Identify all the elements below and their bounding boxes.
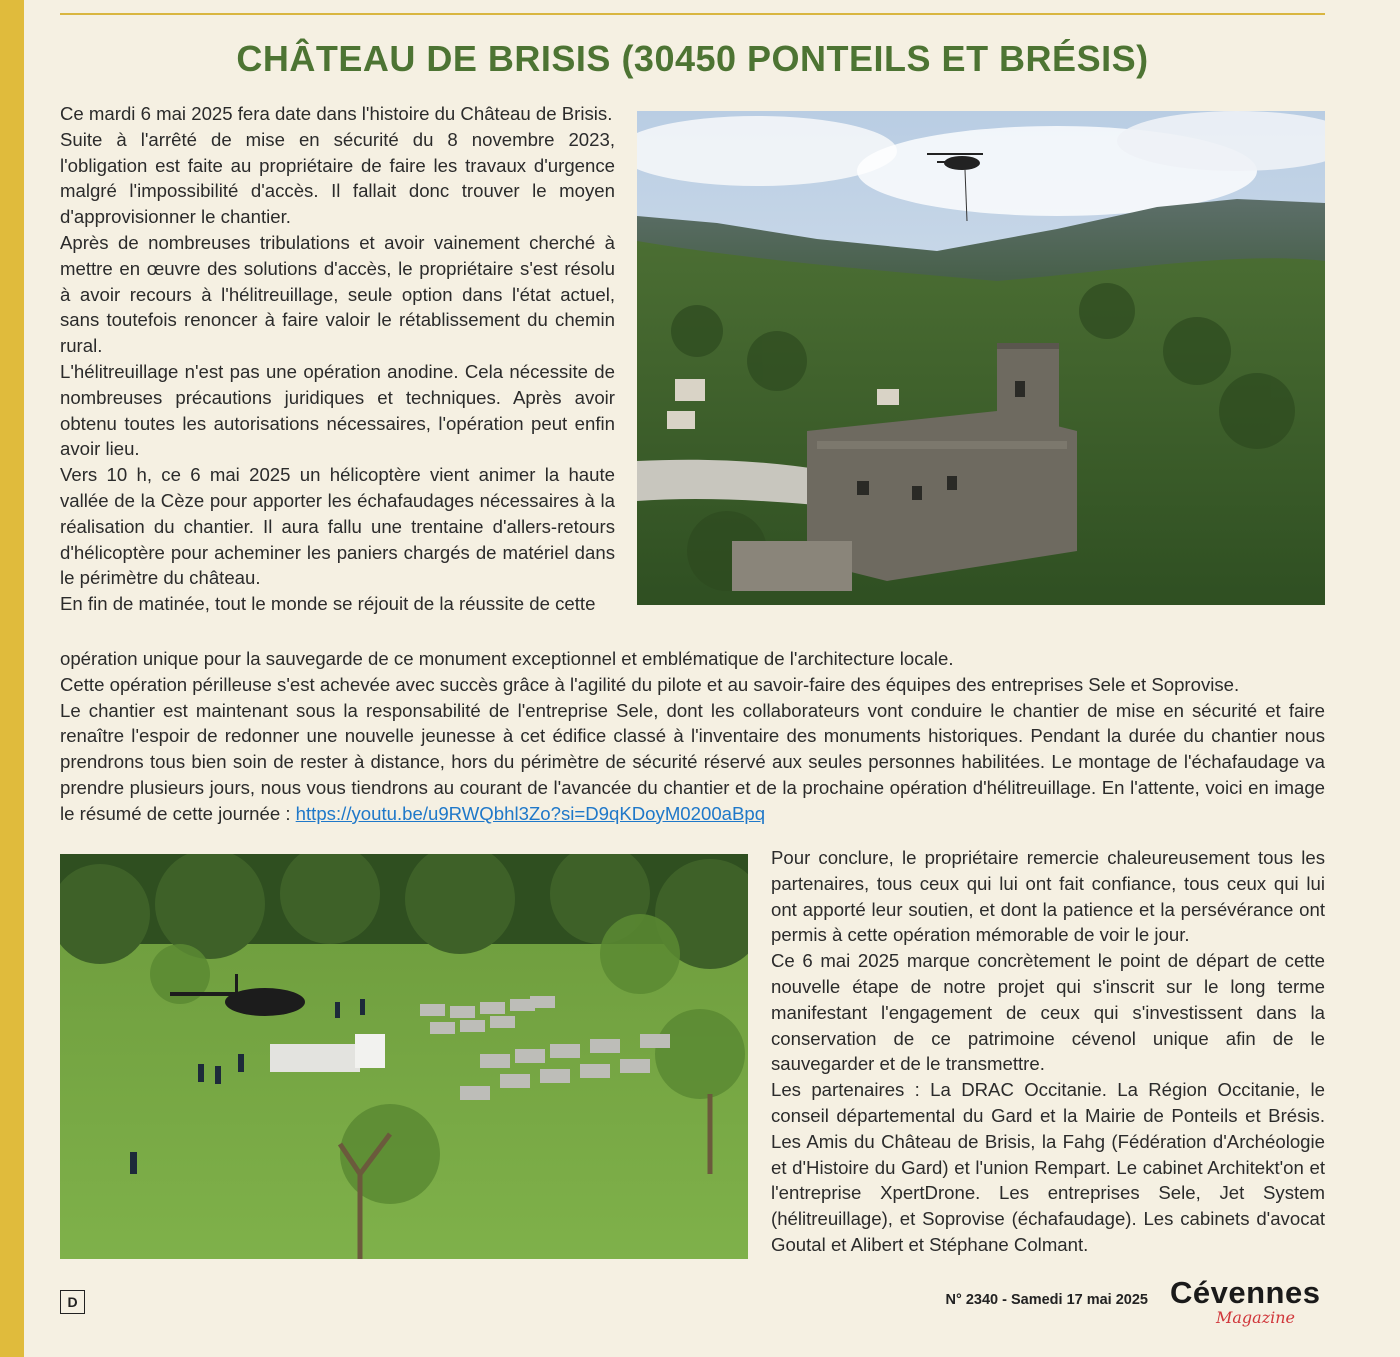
logo-main-text: Cévennes <box>1170 1275 1321 1310</box>
page-letter-mark: D <box>60 1290 85 1314</box>
article-title: CHÂTEAU DE BRISIS (30450 PONTEILS ET BRÉSIS) <box>236 38 1149 79</box>
article-full-width <box>60 646 1325 827</box>
paragraph: En fin de matinée, tout le monde se réjouit de la réussite de cette <box>60 593 596 615</box>
side-accent-bar <box>0 0 24 1357</box>
paragraph <box>60 698 1325 827</box>
paragraph: Ce 6 mai 2025 marque concrètement le point de départ de cette nouvelle étape de notre projet qui s'inscrit sur le long terme manifestant l'engagement de ceux qui s'investissent dans la conservation de ce patrimoine cévenol unique afin de le sauvegarder et de le transmettre. <box>771 950 1325 1075</box>
issue-info: N° 2340 - Samedi 17 mai 2025 <box>945 1292 1148 1308</box>
paragraph: L'hélitreuillage n'est pas une opération anodine. Cela nécessite de nombreuses précautions juridiques et techniques. Après avoir obtenu toutes les autorisations nécessaires, l'opération peut enfin avoir lieu. <box>60 360 615 460</box>
logo-sub-text: Magazine <box>1216 1308 1296 1327</box>
paragraph: Pour conclure, le propriétaire remercie chaleureusement tous les partenaires, tous ceux qui lui ont fait confiance, tous ceux qui lui ont apporté leur soutien, et dont la patience et la persévérance ont permis à cette opération mémorable de voir le jour. <box>771 847 1325 946</box>
top-divider <box>60 13 1325 15</box>
paragraph: Les partenaires : La DRAC Occitanie. La Région Occitanie, le conseil départemental du Gard et la Mairie de Ponteils et Brésis. Les Amis du Château de Brisis, la Fahg (Fédération d'Archéologie et d'Histoire du Gard) et l'union Rempart. Le cabinet Architekt'on et l'entreprise XpertDrone. Les entreprises Sele, Jet System (hélitreuillage), et Soprovise (échafaudage). Les cabinets d'avocat Goutal et Alibert et Stéphane Colmant. <box>771 1079 1325 1255</box>
paragraph: Vers 10 h, ce 6 mai 2025 un hélicoptère vient animer la haute vallée de la Cèze pour apporter les échafaudages nécessaires à la réalisation du chantier. Il aura fallu une trentaine d'allers-retours d'hélicoptère pour acheminer les paniers chargés de matériel dans le périmètre du château. <box>60 464 615 589</box>
article-right-column <box>771 845 1325 1258</box>
paragraph: Cette opération périlleuse s'est achevée avec succès grâce à l'agilité du pilote et au savoir-faire des équipes des entreprises Sele et Soprovise. <box>60 673 1240 695</box>
article-left-column <box>60 101 615 617</box>
paragraph: Suite à l'arrêté de mise en sécurité du 8 novembre 2023, l'obligation est faite au propriétaire de faire les travaux d'urgence malgré l'impossibilité d'accès. Il fallait donc trouver le moyen d'approvisionner le chantier. <box>60 128 615 228</box>
castle-helicopter-photo <box>637 111 1325 605</box>
paragraph-text: Le chantier est maintenant sous la responsabilité de l'entreprise Sele, dont les collaborateurs vont conduire le chantier de mise en sécurité et faire renaître l'espoir de redonner une nouvelle jeunesse à cet édifice classé à l'inventaire des monuments historiques. Pendant la durée du chantier nous prendrons tous bien soin de rester à distance, hors du périmètre de sécurité réservé aux seules personnes habilitées. Le montage de l'échafaudage va prendre plusieurs jours, nous vous tiendrons au courant de l'avancée du chantier et de la prochaine opération d'hélitreuillage. En l'attente, voici en image le résumé de cette journée : <box>60 699 1325 824</box>
youtube-link[interactable]: https://youtu.be/u9RWQbhl3Zo?si=D9qKDoyM0200aBpq <box>295 802 766 824</box>
paragraph: Après de nombreuses tribulations et avoir vainement cherché à mettre en œuvre des solutions d'accès, le propriétaire s'est résolu à avoir recours à l'hélitreuillage, seule option dans l'état actuel, sans toutefois renoncer à faire valoir le rétablissement du chemin rural. <box>60 231 615 357</box>
cevennes-magazine-logo <box>1166 1275 1331 1335</box>
paragraph: opération unique pour la sauvegarde de ce monument exceptionnel et emblématique de l'architecture locale. <box>60 648 954 669</box>
paragraph: Ce mardi 6 mai 2025 fera date dans l'histoire du Château de Brisis. <box>60 103 613 124</box>
helicopter-field-photo <box>60 854 748 1259</box>
